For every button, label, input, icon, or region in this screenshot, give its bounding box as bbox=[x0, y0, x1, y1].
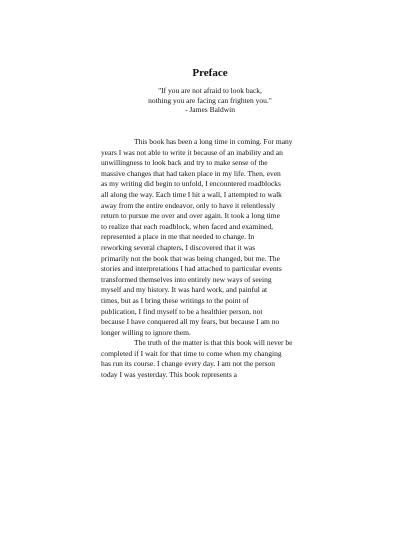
text-line: today I was yesterday. This book represents a bbox=[101, 370, 238, 380]
text-line: unwillingness to look back and try to make sense of the bbox=[101, 158, 268, 168]
text-line: times, but as I bring these writings to the point of bbox=[101, 295, 249, 305]
text-line: reworking several chapters, I discovered that it was bbox=[101, 242, 256, 252]
epigraph-line: "If you are not afraid to look back, bbox=[158, 86, 262, 95]
text-line: to realize that each roadblock, when faced and examined, bbox=[101, 221, 273, 231]
text-line: has run its course. I change every day. I am not the person bbox=[101, 359, 276, 369]
text-line: primarily not the book that was being changed, but me. The bbox=[101, 253, 280, 263]
text-line: away from the entire endeavor, only to have it relentlessly bbox=[101, 200, 276, 210]
paragraph bbox=[101, 137, 341, 338]
text-line: all along the way. Each time I hit a wall, I attempted to walk bbox=[101, 189, 282, 199]
text-line: This book has been a long time in coming. For many bbox=[134, 137, 293, 146]
text-line: completed if I wait for that time to come when my changing bbox=[101, 348, 282, 358]
text-line: longer willing to ignore them. bbox=[101, 327, 191, 337]
text-line: transformed themselves into entirely new ways of seeing bbox=[101, 274, 272, 284]
text-line: publication, I find myself to be a healthier person, not bbox=[101, 306, 263, 316]
text-line: because I have conquered all my fears, but because I am no bbox=[101, 317, 280, 327]
epigraph-attribution: - James Baldwin bbox=[185, 105, 235, 115]
text-line: years I was not able to write it because of an inability and an bbox=[101, 147, 283, 157]
paragraph bbox=[101, 338, 341, 380]
body-text bbox=[101, 137, 341, 381]
text-line: represented a place in me that needed to change. In bbox=[101, 232, 255, 242]
text-line: massive changes that had taken place in my life. Then, even bbox=[101, 168, 281, 178]
text-line: stories and interpretations I had attached to particular events bbox=[101, 264, 282, 274]
epigraph-line: nothing you are facing can frighten you." bbox=[148, 95, 272, 105]
text-line: myself and my history. It was hard work, and painful at bbox=[101, 285, 268, 295]
text-line: return to pursue me over and over again. It took a long time bbox=[101, 211, 280, 221]
page-title: Preface bbox=[192, 67, 228, 79]
text-line: The truth of the matter is that this book will never be bbox=[134, 338, 293, 348]
epigraph bbox=[110, 86, 310, 115]
text-line: as my writing did begin to unfold, I encountered roadblocks bbox=[101, 179, 281, 189]
